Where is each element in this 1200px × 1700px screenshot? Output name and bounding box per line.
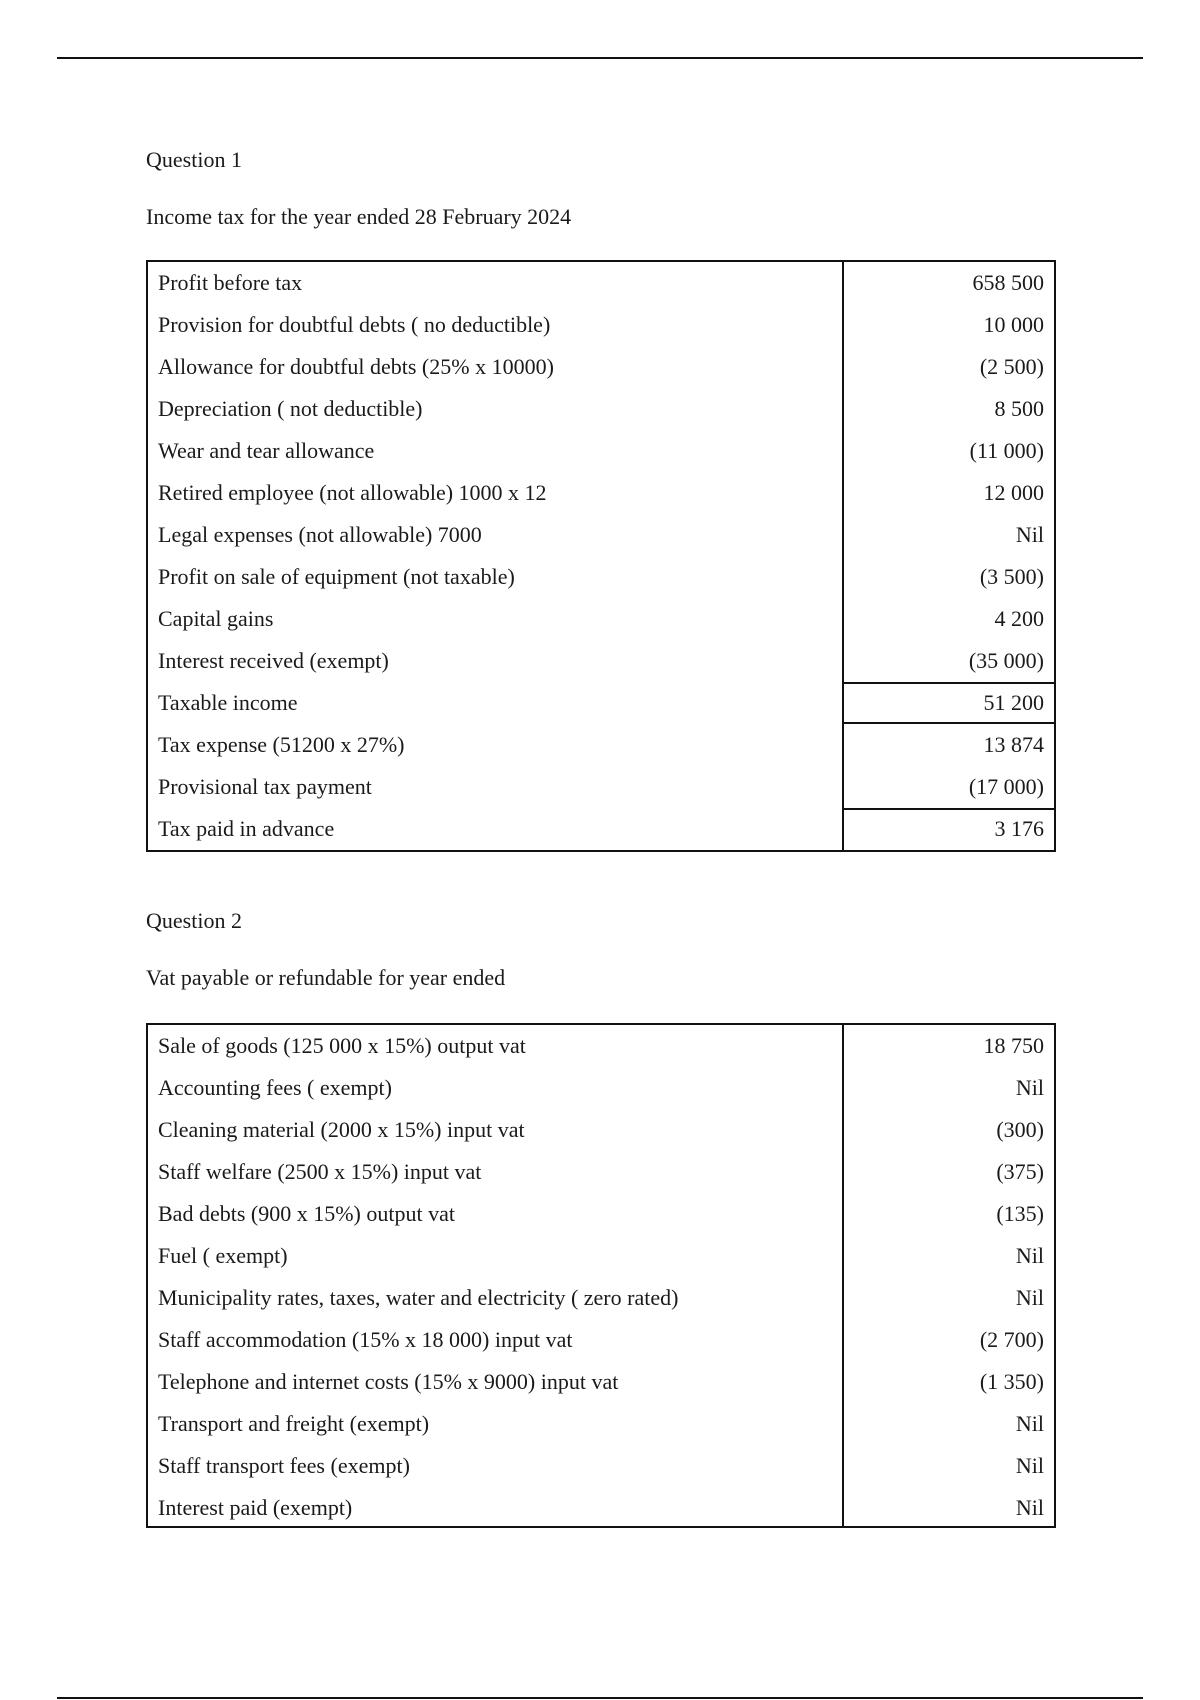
question-2-subtitle: Vat payable or refundable for year ended [146, 965, 506, 990]
row-label: Staff welfare (2500 x 15%) input vat [158, 1159, 482, 1184]
row-amount: 12 000 [983, 480, 1044, 505]
row-label: Accounting fees ( exempt) [158, 1075, 392, 1100]
table-row [148, 346, 1054, 388]
row-amount: 4 200 [994, 606, 1044, 631]
row-amount: Nil [1015, 1411, 1044, 1436]
row-label: Staff accommodation (15% x 18 000) input vat [158, 1327, 573, 1352]
table-row [148, 1193, 1054, 1235]
table-row [148, 724, 1054, 766]
row-label: Profit before tax [158, 270, 303, 295]
row-label: Legal expenses (not allowable) 7000 [158, 522, 482, 547]
table-row [148, 514, 1054, 556]
row-label: Depreciation ( not deductible) [158, 396, 423, 421]
table-row [148, 556, 1054, 598]
table-row [148, 1487, 1054, 1529]
row-amount: (11 000) [969, 438, 1044, 463]
vat-table [146, 1023, 1056, 1528]
row-amount: 18 750 [983, 1033, 1044, 1058]
row-label: Retired employee (not allowable) 1000 x 12 [158, 480, 547, 505]
question-2-title: Question 2 [146, 908, 242, 933]
row-amount: 10 000 [983, 312, 1044, 337]
row-amount: (17 000) [968, 774, 1044, 799]
row-label: Allowance for doubtful debts (25% x 10000) [158, 354, 554, 379]
row-amount: 8 500 [994, 396, 1044, 421]
row-label: Sale of goods (125 000 x 15%) output vat [158, 1033, 526, 1058]
table-row [148, 1403, 1054, 1445]
table-row [148, 640, 1054, 682]
row-label: Bad debts (900 x 15%) output vat [158, 1201, 455, 1226]
row-amount: 13 874 [983, 732, 1044, 757]
row-amount: (2 500) [979, 354, 1044, 379]
table-row-total [148, 808, 1054, 850]
table-row [148, 262, 1054, 304]
table-row [148, 1277, 1054, 1319]
row-label: Municipality rates, taxes, water and electricity ( zero rated) [158, 1285, 679, 1310]
row-label: Taxable income [158, 690, 298, 715]
row-amount: Nil [1015, 1243, 1044, 1268]
row-amount: (300) [996, 1117, 1044, 1142]
row-amount: 658 500 [972, 270, 1044, 295]
table-row [148, 472, 1054, 514]
question-1-title: Question 1 [146, 147, 242, 172]
table-row [148, 598, 1054, 640]
row-label: Profit on sale of equipment (not taxable) [158, 564, 515, 589]
row-label: Tax expense (51200 x 27%) [158, 732, 405, 757]
row-label: Tax paid in advance [158, 816, 335, 841]
table-row [148, 1067, 1054, 1109]
row-amount: Nil [1015, 1453, 1044, 1478]
row-amount: Nil [1015, 522, 1044, 547]
row-label: Fuel ( exempt) [158, 1243, 288, 1268]
question-1-subtitle: Income tax for the year ended 28 February 2024 [146, 204, 572, 229]
table-row [148, 304, 1054, 346]
row-amount: Nil [1015, 1285, 1044, 1310]
row-label: Provision for doubtful debts ( no deductible) [158, 312, 551, 337]
row-label: Staff transport fees (exempt) [158, 1453, 410, 1478]
row-amount: (2 700) [979, 1327, 1044, 1352]
row-label: Interest received (exempt) [158, 648, 389, 673]
table-row [148, 1151, 1054, 1193]
table-row [148, 1025, 1054, 1067]
row-label: Interest paid (exempt) [158, 1495, 353, 1520]
page-top-rule [57, 57, 1143, 59]
income-tax-table [146, 260, 1056, 852]
table-row [148, 1109, 1054, 1151]
table-row [148, 388, 1054, 430]
row-label: Provisional tax payment [158, 774, 372, 799]
row-amount: Nil [1015, 1075, 1044, 1100]
row-label: Capital gains [158, 606, 274, 631]
row-label: Telephone and internet costs (15% x 9000) input vat [158, 1369, 619, 1394]
row-amount: (35 000) [968, 648, 1044, 673]
table-row [148, 1235, 1054, 1277]
row-amount: (3 500) [979, 564, 1044, 589]
page-bottom-rule [57, 1697, 1143, 1699]
row-amount: (1 350) [979, 1369, 1044, 1394]
table-row [148, 430, 1054, 472]
table-row [148, 1319, 1054, 1361]
table-row [148, 766, 1054, 808]
table-row [148, 1445, 1054, 1487]
row-amount: 3 176 [842, 808, 1054, 850]
row-label: Cleaning material (2000 x 15%) input vat [158, 1117, 525, 1142]
row-label: Wear and tear allowance [158, 438, 375, 463]
row-amount: Nil [1015, 1495, 1044, 1520]
row-amount: (375) [996, 1159, 1044, 1184]
row-amount: (135) [996, 1201, 1044, 1226]
row-label: Transport and freight (exempt) [158, 1411, 430, 1436]
row-amount: 51 200 [842, 682, 1054, 724]
table-row-subtotal [148, 682, 1054, 724]
table-row [148, 1361, 1054, 1403]
